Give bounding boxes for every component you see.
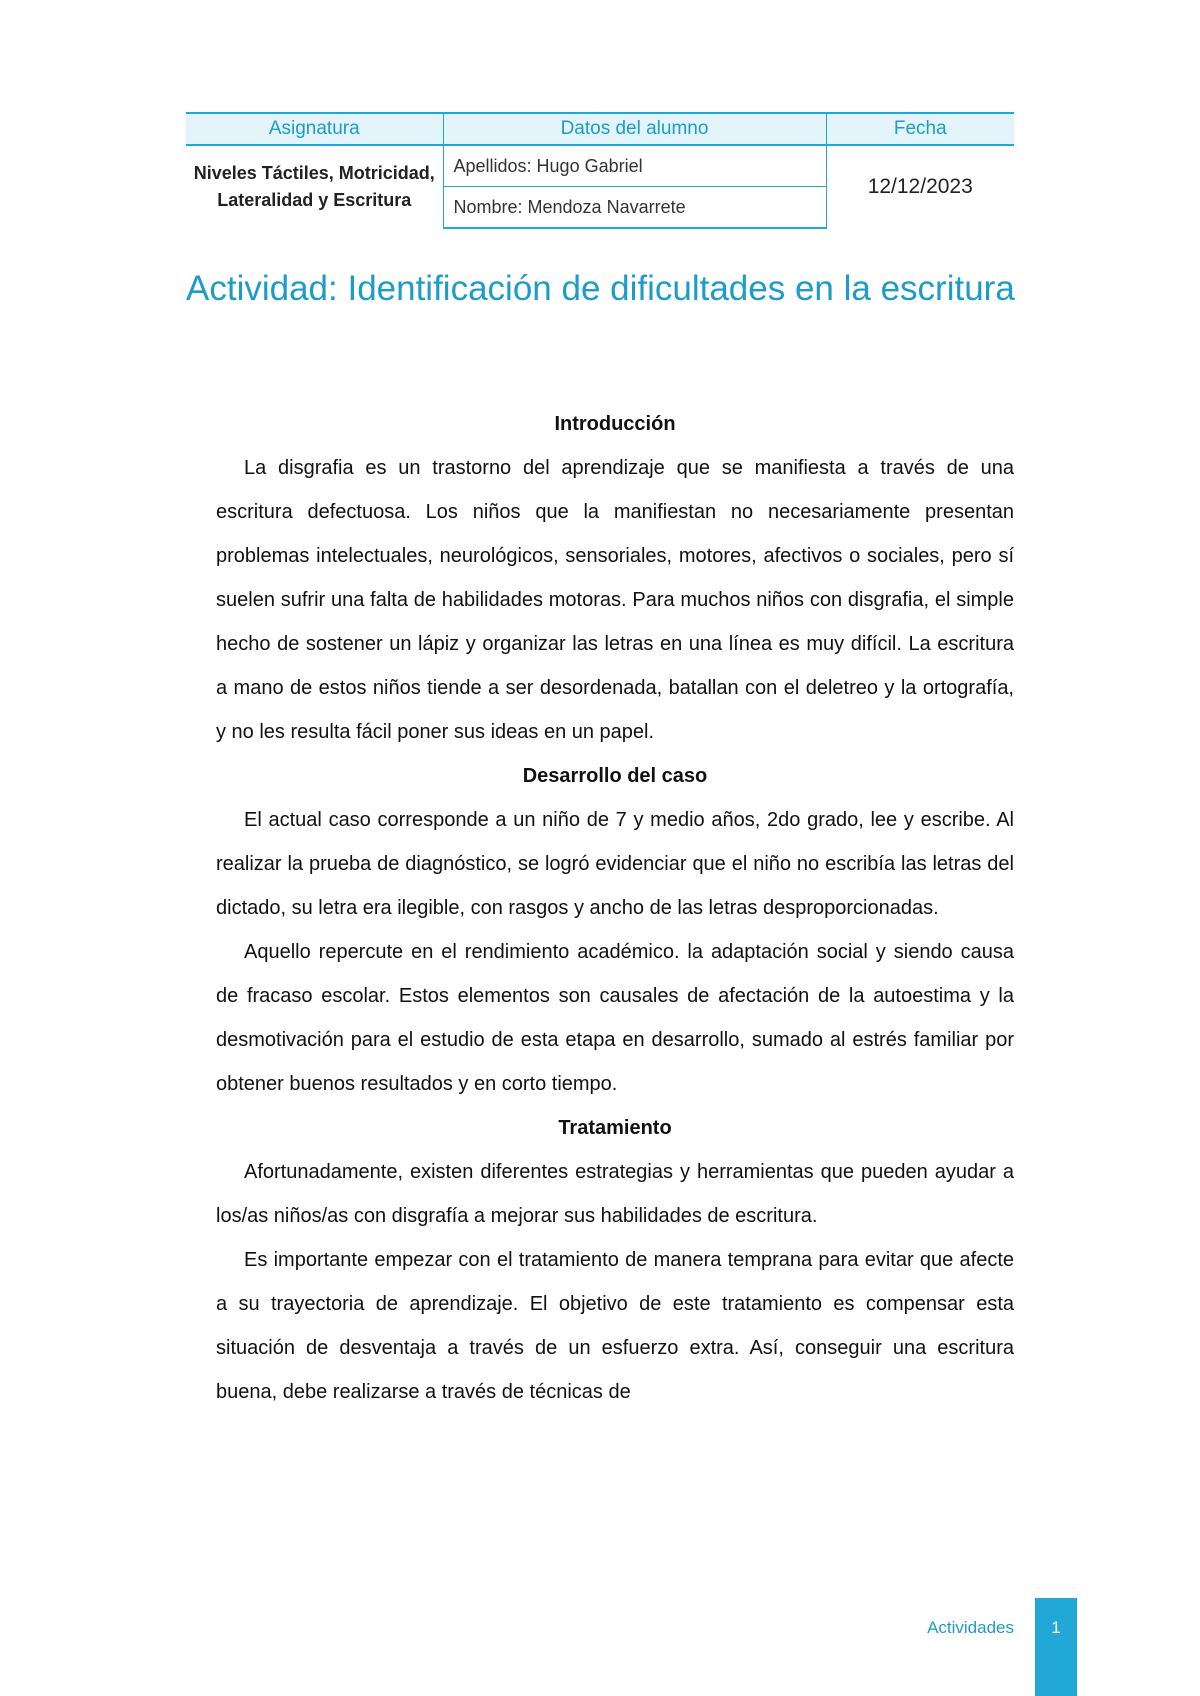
page-number-badge [1035, 1598, 1077, 1696]
paragraph-treatment-2: Es importante empezar con el tratamiento de manera temprana para evitar que afecte a su trayectoria de aprendizaje. El objetivo de este tratamiento es compensar esta situación de desventaja a través de un esfuerzo extra. Así, conseguir una escritura buena, debe realizarse a través de técnicas de [216, 1249, 1014, 1403]
document-title: Actividad: Identificación de dificultades en la escritura [186, 269, 1015, 308]
column-header-subject: Asignatura [186, 113, 443, 145]
paragraph-treatment-1: Afortunadamente, existen diferentes estrategias y herramientas que pueden ayudar a los/as niños/as con disgrafía a mejorar sus habilidades de escritura. [216, 1161, 1014, 1227]
section-heading-treatment: Tratamiento [558, 1117, 672, 1139]
page-number: 1 [1051, 1618, 1061, 1637]
surname-field: Apellidos: Hugo Gabriel [443, 145, 826, 187]
document-body [216, 402, 1014, 1414]
footer-section-label: Actividades [927, 1618, 1014, 1637]
subject-value: Niveles Táctiles, Motricidad, Lateralidad y Escritura [193, 163, 435, 210]
date-value: 12/12/2023 [826, 145, 1014, 228]
student-info-table [186, 112, 1014, 229]
column-header-student-data: Datos del alumno [443, 113, 826, 145]
paragraph-case-2: Aquello repercute en el rendimiento académico. la adaptación social y siendo causa de fracaso escolar. Estos elementos son causales de afectación de la autoestima y la desmotivación para el estudio de esta etapa en desarrollo, sumado al estrés familiar por obtener buenos resultados y en corto tiempo. [216, 941, 1014, 1095]
column-header-date: Fecha [826, 113, 1014, 145]
section-heading-case-development: Desarrollo del caso [522, 765, 708, 787]
section-heading-introduction: Introducción [554, 413, 676, 435]
paragraph-introduction: La disgrafia es un trastorno del aprendizaje que se manifiesta a través de una escritura defectuosa. Los niños que la manifiestan no necesariamente presentan problemas intelectuales, neurológicos, sensoriales, motores, afectivos o sociales, pero sí suelen sufrir una falta de habilidades motoras. Para muchos niños con disgrafia, el simple hecho de sostener un lápiz y organizar las letras en una línea es muy difícil. La escritura a mano de estos niños tiende a ser desordenada, batallan con el deletreo y la ortografía, y no les resulta fácil poner sus ideas en un papel. [216, 457, 1014, 743]
paragraph-case-1: El actual caso corresponde a un niño de 7 y medio años, 2do grado, lee y escribe. Al realizar la prueba de diagnóstico, se logró evidenciar que el niño no escribía las letras del dictado, su letra era ilegible, con rasgos y ancho de las letras desproporcionadas. [216, 809, 1014, 919]
name-field: Nombre: Mendoza Navarrete [443, 187, 826, 229]
